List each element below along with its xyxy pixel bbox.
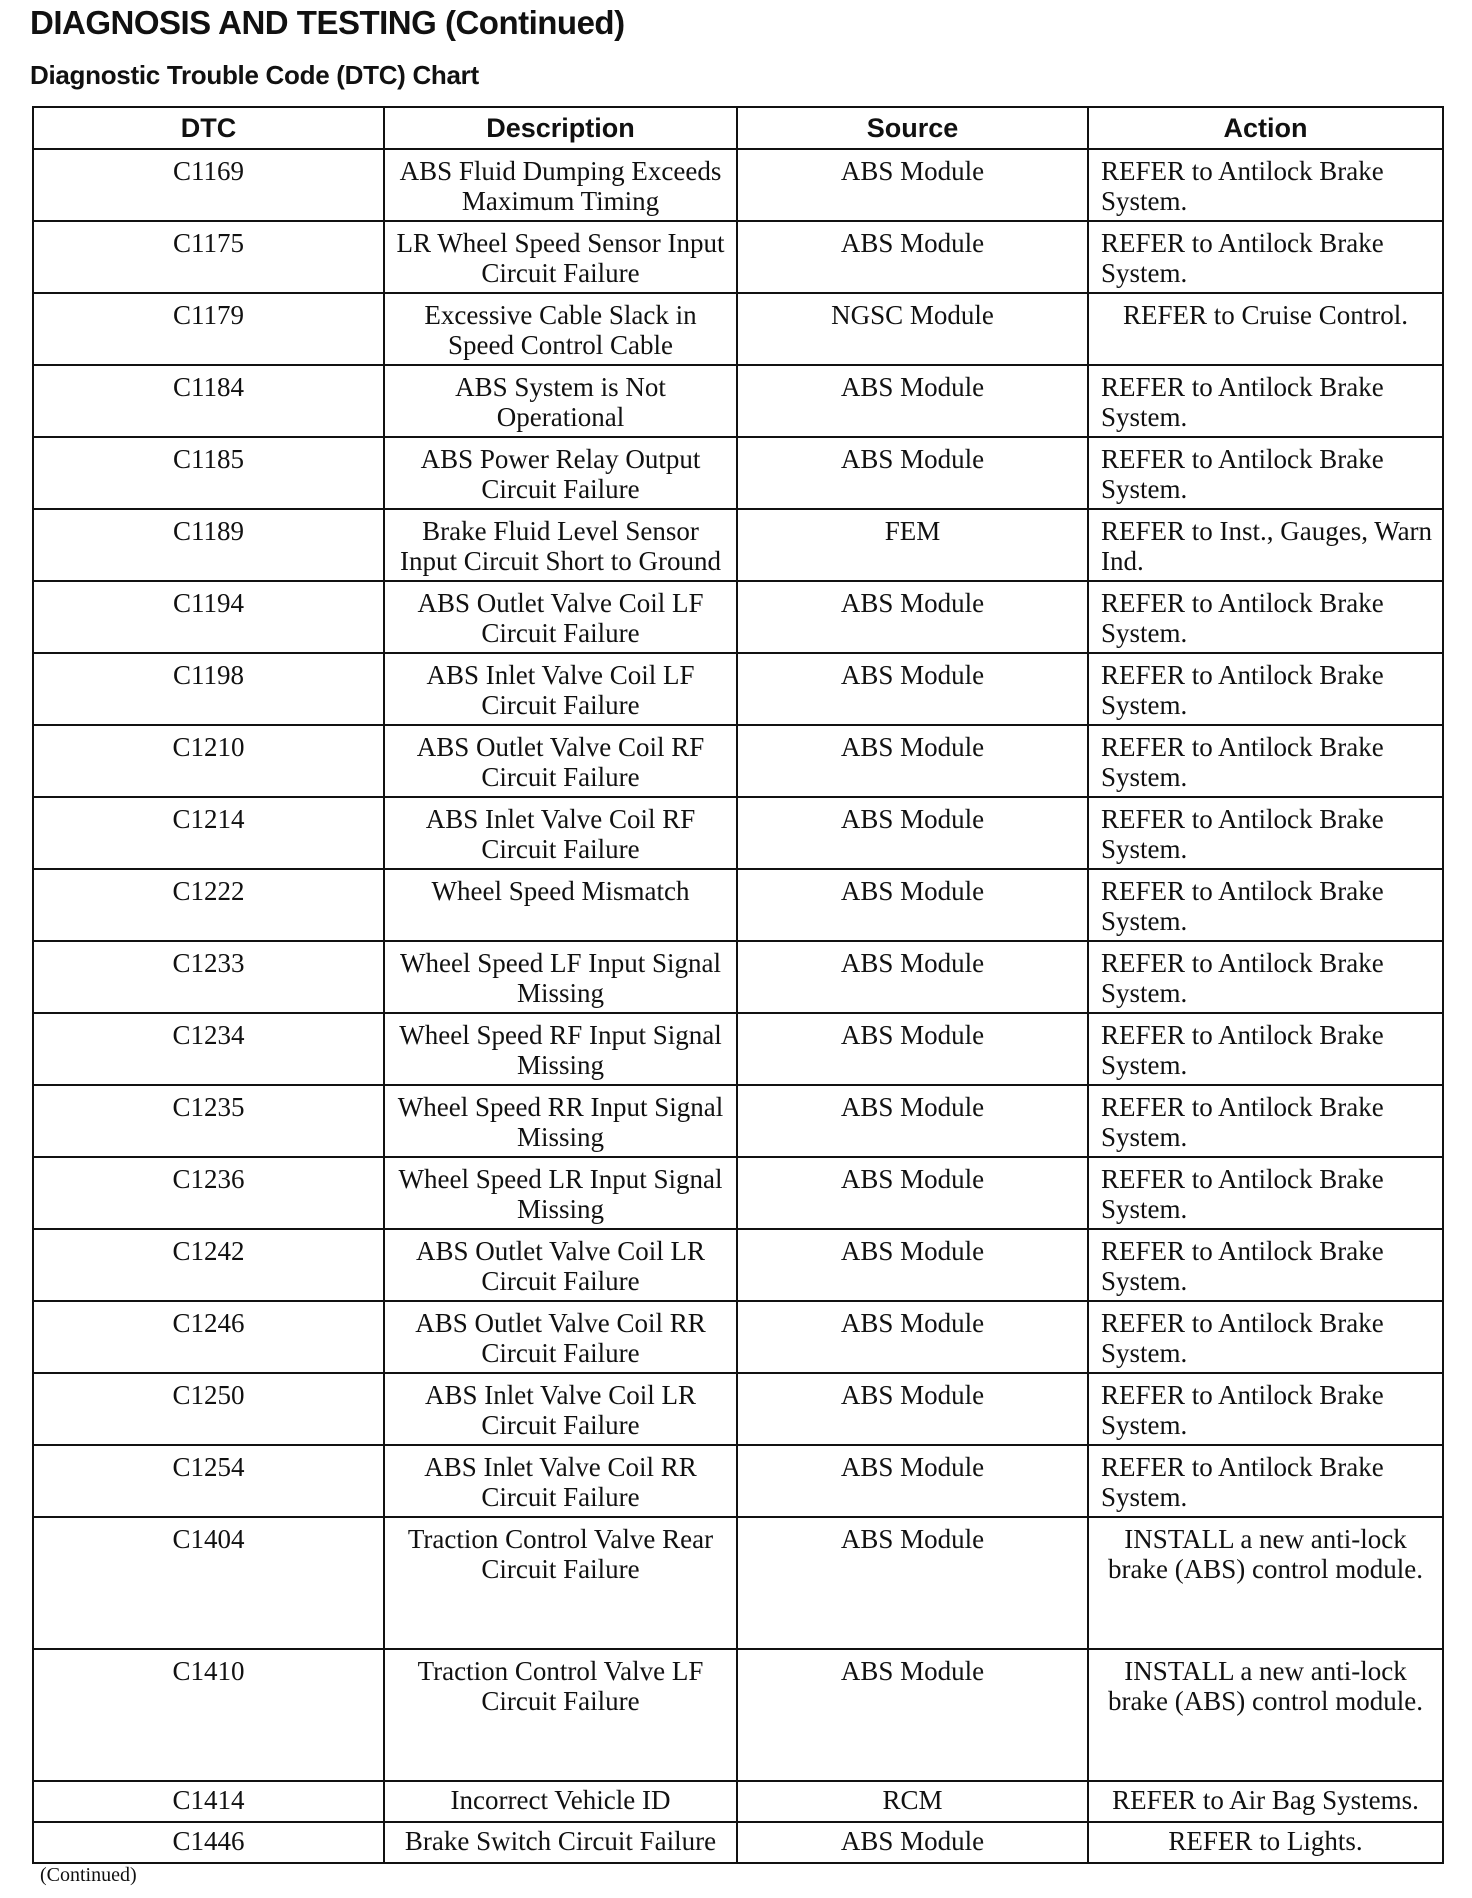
description-cell: Traction Control Valve LF Circuit Failure — [384, 1649, 737, 1781]
description-cell: ABS Outlet Valve Coil RF Circuit Failure — [384, 725, 737, 797]
source-cell: ABS Module — [737, 1649, 1088, 1781]
action-cell: REFER to Cruise Control. — [1088, 293, 1443, 365]
description-cell: ABS System is Not Operational — [384, 365, 737, 437]
action-cell: REFER to Antilock Brake System. — [1088, 1157, 1443, 1229]
action-cell: REFER to Antilock Brake System. — [1088, 365, 1443, 437]
chart-title: Diagnostic Trouble Code (DTC) Chart — [30, 60, 479, 90]
description-cell: ABS Inlet Valve Coil LR Circuit Failure — [384, 1373, 737, 1445]
description-cell: ABS Fluid Dumping Exceeds Maximum Timing — [384, 149, 737, 221]
source-cell: ABS Module — [737, 1013, 1088, 1085]
dtc-cell: C1446 — [33, 1822, 384, 1863]
source-cell: ABS Module — [737, 437, 1088, 509]
description-cell: Wheel Speed LF Input Signal Missing — [384, 941, 737, 1013]
action-cell: REFER to Antilock Brake System. — [1088, 725, 1443, 797]
dtc-cell: C1254 — [33, 1445, 384, 1517]
description-cell: Wheel Speed Mismatch — [384, 869, 737, 941]
description-cell: Incorrect Vehicle ID — [384, 1781, 737, 1822]
dtc-cell: C1250 — [33, 1373, 384, 1445]
dtc-cell: C1233 — [33, 941, 384, 1013]
description-cell: ABS Outlet Valve Coil LR Circuit Failure — [384, 1229, 737, 1301]
table-row — [33, 509, 1443, 581]
source-cell: ABS Module — [737, 1822, 1088, 1863]
source-cell: ABS Module — [737, 653, 1088, 725]
description-cell: Wheel Speed RF Input Signal Missing — [384, 1013, 737, 1085]
table-row — [33, 1373, 1443, 1445]
source-cell: ABS Module — [737, 725, 1088, 797]
column-header-dtc: DTC — [33, 107, 384, 149]
dtc-cell: C1214 — [33, 797, 384, 869]
table-row — [33, 1085, 1443, 1157]
dtc-cell: C1175 — [33, 221, 384, 293]
description-cell: ABS Outlet Valve Coil RR Circuit Failure — [384, 1301, 737, 1373]
source-cell: ABS Module — [737, 1517, 1088, 1649]
source-cell: ABS Module — [737, 149, 1088, 221]
action-cell: REFER to Antilock Brake System. — [1088, 1085, 1443, 1157]
column-header-source: Source — [737, 107, 1088, 149]
dtc-table — [32, 106, 1444, 1864]
dtc-cell: C1210 — [33, 725, 384, 797]
table-row — [33, 797, 1443, 869]
action-cell: REFER to Antilock Brake System. — [1088, 653, 1443, 725]
dtc-cell: C1194 — [33, 581, 384, 653]
description-cell: LR Wheel Speed Sensor Input Circuit Failure — [384, 221, 737, 293]
dtc-cell: C1236 — [33, 1157, 384, 1229]
table-row — [33, 1445, 1443, 1517]
source-cell: ABS Module — [737, 941, 1088, 1013]
dtc-cell: C1185 — [33, 437, 384, 509]
description-cell: Wheel Speed LR Input Signal Missing — [384, 1157, 737, 1229]
action-cell: REFER to Antilock Brake System. — [1088, 1229, 1443, 1301]
action-cell: INSTALL a new anti-lock brake (ABS) control module. — [1088, 1649, 1443, 1781]
dtc-cell: C1410 — [33, 1649, 384, 1781]
action-cell: REFER to Antilock Brake System. — [1088, 1013, 1443, 1085]
action-cell: REFER to Antilock Brake System. — [1088, 941, 1443, 1013]
continued-footer: (Continued) — [40, 1864, 137, 1886]
table-row — [33, 1229, 1443, 1301]
source-cell: ABS Module — [737, 869, 1088, 941]
description-cell: Brake Switch Circuit Failure — [384, 1822, 737, 1863]
description-cell: Traction Control Valve Rear Circuit Failure — [384, 1517, 737, 1649]
header-row — [33, 107, 1443, 149]
column-header-action: Action — [1088, 107, 1443, 149]
action-cell: REFER to Antilock Brake System. — [1088, 437, 1443, 509]
table-row — [33, 1013, 1443, 1085]
dtc-cell: C1242 — [33, 1229, 384, 1301]
action-cell: REFER to Antilock Brake System. — [1088, 869, 1443, 941]
dtc-cell: C1184 — [33, 365, 384, 437]
column-header-description: Description — [384, 107, 737, 149]
table-row — [33, 1781, 1443, 1822]
source-cell: ABS Module — [737, 1445, 1088, 1517]
description-cell: Wheel Speed RR Input Signal Missing — [384, 1085, 737, 1157]
dtc-cell: C1198 — [33, 653, 384, 725]
source-cell: ABS Module — [737, 221, 1088, 293]
source-cell: FEM — [737, 509, 1088, 581]
dtc-cell: C1414 — [33, 1781, 384, 1822]
dtc-cell: C1169 — [33, 149, 384, 221]
description-cell: ABS Inlet Valve Coil RF Circuit Failure — [384, 797, 737, 869]
action-cell: REFER to Antilock Brake System. — [1088, 1445, 1443, 1517]
action-cell: REFER to Antilock Brake System. — [1088, 581, 1443, 653]
table-row — [33, 653, 1443, 725]
table-row — [33, 1301, 1443, 1373]
description-cell: Excessive Cable Slack in Speed Control Cable — [384, 293, 737, 365]
action-cell: REFER to Antilock Brake System. — [1088, 1301, 1443, 1373]
action-cell: REFER to Antilock Brake System. — [1088, 797, 1443, 869]
description-cell: ABS Inlet Valve Coil RR Circuit Failure — [384, 1445, 737, 1517]
action-cell: REFER to Lights. — [1088, 1822, 1443, 1863]
source-cell: ABS Module — [737, 1157, 1088, 1229]
source-cell: ABS Module — [737, 1085, 1088, 1157]
action-cell: REFER to Air Bag Systems. — [1088, 1781, 1443, 1822]
source-cell: ABS Module — [737, 365, 1088, 437]
table-row — [33, 437, 1443, 509]
description-cell: Brake Fluid Level Sensor Input Circuit Short to Ground — [384, 509, 737, 581]
dtc-cell: C1189 — [33, 509, 384, 581]
dtc-cell: C1234 — [33, 1013, 384, 1085]
table-row — [33, 221, 1443, 293]
dtc-cell: C1179 — [33, 293, 384, 365]
action-cell: REFER to Inst., Gauges, Warn Ind. — [1088, 509, 1443, 581]
table-row — [33, 1822, 1443, 1863]
dtc-cell: C1235 — [33, 1085, 384, 1157]
source-cell: NGSC Module — [737, 293, 1088, 365]
action-cell: REFER to Antilock Brake System. — [1088, 221, 1443, 293]
action-cell: REFER to Antilock Brake System. — [1088, 149, 1443, 221]
action-cell: REFER to Antilock Brake System. — [1088, 1373, 1443, 1445]
section-title: DIAGNOSIS AND TESTING (Continued) — [30, 4, 625, 41]
description-cell: ABS Inlet Valve Coil LF Circuit Failure — [384, 653, 737, 725]
dtc-cell: C1404 — [33, 1517, 384, 1649]
source-cell: ABS Module — [737, 581, 1088, 653]
source-cell: RCM — [737, 1781, 1088, 1822]
table-row — [33, 725, 1443, 797]
table-row — [33, 365, 1443, 437]
table-row — [33, 1649, 1443, 1781]
table-row — [33, 1157, 1443, 1229]
source-cell: ABS Module — [737, 1229, 1088, 1301]
source-cell: ABS Module — [737, 1373, 1088, 1445]
table-row — [33, 149, 1443, 221]
description-cell: ABS Power Relay Output Circuit Failure — [384, 437, 737, 509]
description-cell: ABS Outlet Valve Coil LF Circuit Failure — [384, 581, 737, 653]
table-row — [33, 941, 1443, 1013]
action-cell: INSTALL a new anti-lock brake (ABS) control module. — [1088, 1517, 1443, 1649]
table-row — [33, 581, 1443, 653]
table-row — [33, 869, 1443, 941]
source-cell: ABS Module — [737, 1301, 1088, 1373]
source-cell: ABS Module — [737, 797, 1088, 869]
table-row — [33, 1517, 1443, 1649]
table-row — [33, 293, 1443, 365]
dtc-cell: C1222 — [33, 869, 384, 941]
dtc-cell: C1246 — [33, 1301, 384, 1373]
